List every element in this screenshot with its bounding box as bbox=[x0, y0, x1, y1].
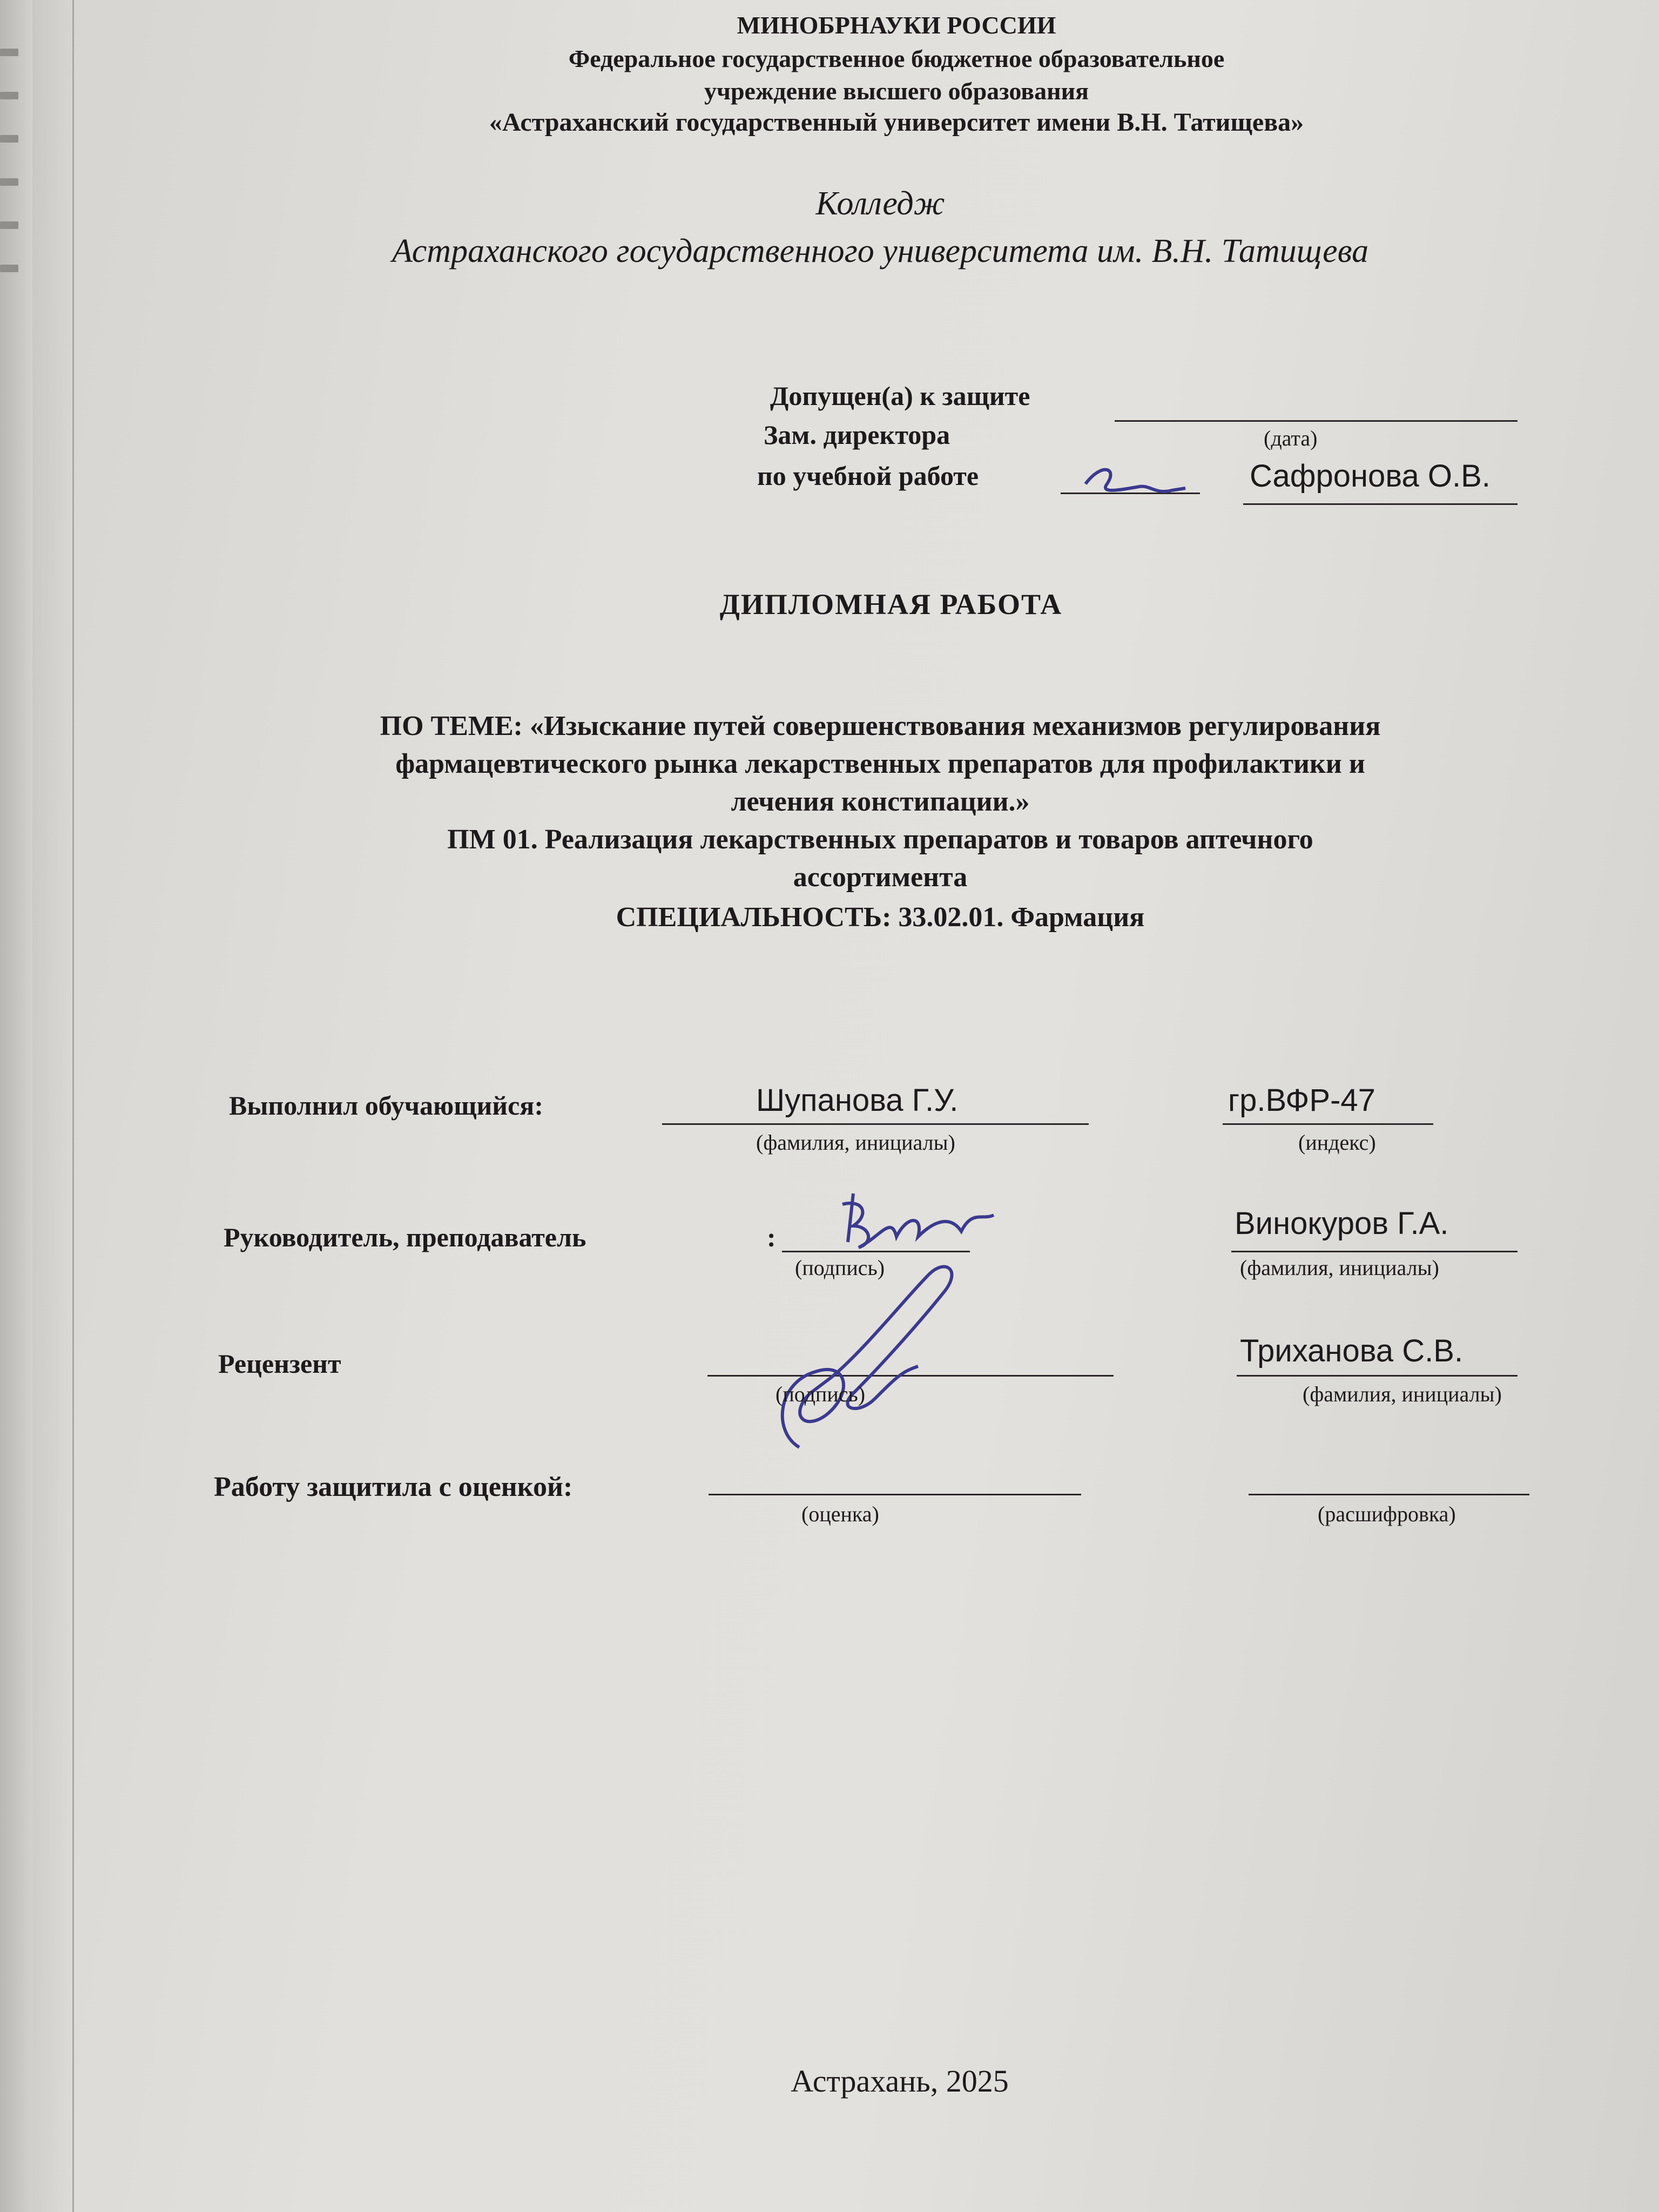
college-subtitle: Астраханского государственного университета им. В.Н. Татищева bbox=[392, 233, 1369, 269]
header-line-federal: Федеральное государственное бюджетное образовательное bbox=[568, 45, 1225, 72]
student-group-line bbox=[1223, 1123, 1433, 1125]
college-title: Колледж bbox=[815, 185, 945, 222]
binding-strip bbox=[0, 0, 32, 2212]
admission-date-line bbox=[1115, 420, 1518, 422]
binding-notch bbox=[0, 178, 18, 186]
supervisor-name-line bbox=[1231, 1251, 1518, 1252]
module-line-2: ассортимента bbox=[793, 862, 968, 893]
binding-notch bbox=[0, 265, 18, 272]
specialty: СПЕЦИАЛЬНОСТЬ: 33.02.01. Фармация bbox=[616, 902, 1145, 933]
student-name: Шупанова Г.У. bbox=[756, 1083, 959, 1118]
supervisor-name-hint: (фамилия, инициалы) bbox=[1240, 1256, 1439, 1280]
student-group: гр.ВФР-47 bbox=[1228, 1083, 1375, 1118]
student-group-hint: (индекс) bbox=[1298, 1130, 1376, 1155]
module-line-1: ПМ 01. Реализация лекарственных препаратов и товаров аптечного bbox=[447, 824, 1313, 855]
date-hint: (дата) bbox=[1264, 426, 1318, 450]
page-shadow bbox=[32, 0, 72, 2212]
deputy-title: Зам. директора bbox=[764, 420, 950, 450]
grade-line bbox=[709, 1494, 1081, 1495]
deputy-name: Сафронова О.В. bbox=[1250, 458, 1491, 494]
reviewer-name: Триханова С.В. bbox=[1240, 1333, 1464, 1368]
margin-line bbox=[72, 0, 74, 2212]
binding-notch bbox=[0, 221, 18, 229]
topic-line-1: ПО ТЕМЕ: «Изыскание путей совершенствования механизмов регулирования bbox=[380, 711, 1381, 741]
city-year: Астрахань, 2025 bbox=[791, 2063, 1009, 2099]
grade-decode-line bbox=[1249, 1494, 1529, 1495]
topic-line-3: лечения констипации.» bbox=[731, 786, 1030, 817]
header-line-university: «Астраханский государственный университет имени В.Н. Татищева» bbox=[489, 108, 1304, 137]
deputy-signature bbox=[1075, 451, 1193, 511]
decode-hint: (расшифровка) bbox=[1318, 1502, 1456, 1526]
reviewer-signature bbox=[767, 1253, 1004, 1458]
reviewer-sign-hint: (подпись) bbox=[775, 1382, 866, 1406]
supervisor-label: Руководитель, преподаватель bbox=[224, 1222, 586, 1252]
reviewer-name-line bbox=[1237, 1375, 1518, 1377]
supervisor-name: Винокуров Г.А. bbox=[1235, 1206, 1449, 1241]
student-name-hint: (фамилия, инициалы) bbox=[756, 1130, 955, 1155]
reviewer-name-hint: (фамилия, инициалы) bbox=[1303, 1382, 1502, 1406]
supervisor-colon: : bbox=[767, 1222, 776, 1252]
defense-label: Работу защитила с оценкой: bbox=[214, 1472, 573, 1502]
reviewer-label: Рецензент bbox=[218, 1348, 341, 1379]
student-name-line bbox=[662, 1123, 1089, 1125]
grade-hint: (оценка) bbox=[801, 1502, 879, 1526]
deputy-name-line bbox=[1243, 503, 1518, 505]
supervisor-sign-hint: (подпись) bbox=[795, 1256, 885, 1280]
admitted-label: Допущен(а) к защите bbox=[770, 381, 1030, 411]
deputy-title-2: по учебной работе bbox=[757, 461, 979, 491]
header-line-ministry: МИНОБРНАУКИ РОССИИ bbox=[737, 11, 1056, 39]
header-line-institution: учреждение высшего образования bbox=[704, 77, 1089, 105]
student-label: Выполнил обучающийся: bbox=[229, 1090, 543, 1121]
document-title: ДИПЛОМНАЯ РАБОТА bbox=[719, 588, 1063, 621]
topic-line-2: фармацевтического рынка лекарственных препаратов для профилактики и bbox=[395, 748, 1365, 779]
